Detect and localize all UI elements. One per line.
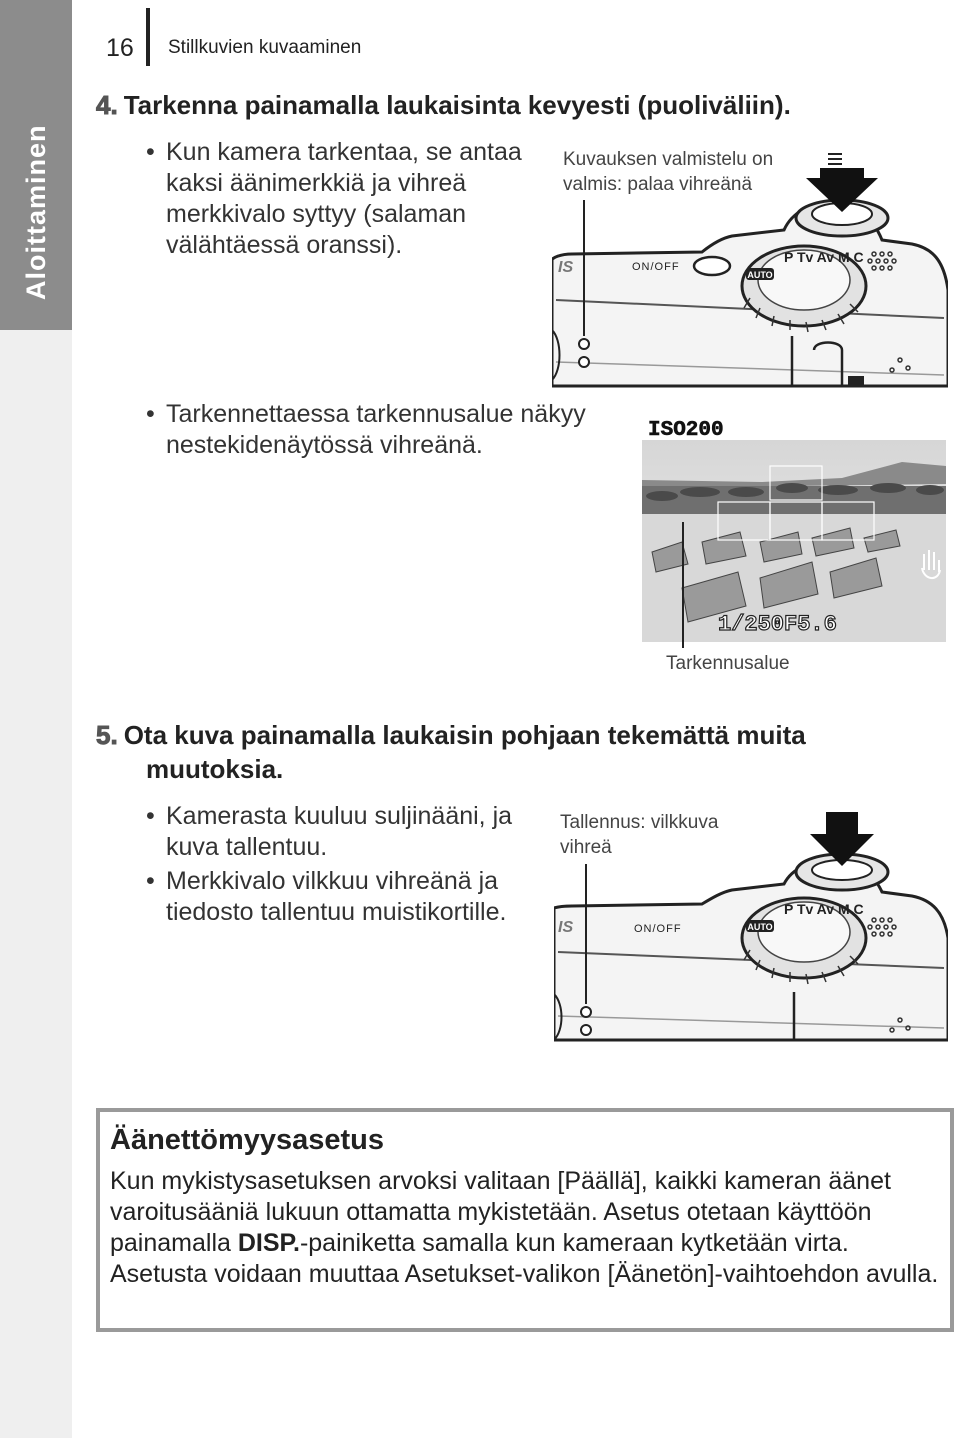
bullet-dot: • <box>146 400 155 428</box>
step-5-number: 5. <box>96 720 118 750</box>
bullet-dot: • <box>146 138 155 166</box>
camera-top-illustration-half-press <box>552 140 948 392</box>
onoff-label: ON/OFF <box>634 923 682 935</box>
camera-top-illustration-full-press <box>554 808 948 1044</box>
bullet-dot: • <box>146 867 155 895</box>
step-5-title-line-2: muutoksia. <box>146 754 284 784</box>
aperture-readout: F5.6 <box>784 612 837 637</box>
step-4-number: 4. <box>96 90 118 120</box>
auto-label: AUTO <box>747 922 773 932</box>
running-title: Stillkuvien kuvaaminen <box>168 37 362 58</box>
focus-area-leader-line <box>682 522 684 648</box>
camera-caption-ready: Kuvauksen valmistelu on valmis: palaa vihreänä <box>563 149 774 195</box>
step-4-title: Tarkenna painamalla laukaisinta kevyesti (puoliväliin). <box>123 90 791 120</box>
step-4-heading <box>96 88 791 122</box>
page-number: 16 <box>106 34 134 62</box>
step-5-title-line-1: Ota kuva painamalla laukaisin pohjaan tekemättä muita <box>123 720 806 750</box>
indicator-lamp <box>581 1007 591 1017</box>
focus-area-caption: Tarkennusalue <box>666 653 790 674</box>
step-5-bullet-2: • Merkkivalo vilkkuu vihreänä ja tiedosto tallentuu muistikortille. <box>146 867 507 926</box>
step-4-bullet-2: • Tarkennettaessa tarkennusalue näkyy nestekidenäytössä vihreänä. <box>146 400 586 459</box>
is-logo: IS <box>558 919 574 936</box>
shutter-speed-readout: 1/250 <box>718 612 785 637</box>
bullet-dot: • <box>146 802 155 830</box>
side-tab-label: Aloittaminen <box>21 124 51 300</box>
header-divider <box>146 8 150 66</box>
note-text: Kun mykistysasetuksen arvoksi valitaan [Päällä], kaikki kameran äänet varoitusääniä lukuun ottamatta mykistetään. Asetus otetaan käyttöön painamalla DISP.-painiketta samalla kun kameraan kytketään virta. Asetusta voidaan muuttaa Asetukset-valikon [Äänetön]-vaihtoehdon avulla. <box>110 1167 939 1288</box>
svg-text:P Tv Av M C: P Tv Av M C <box>784 249 864 265</box>
lcd-screen-illustration <box>642 392 946 642</box>
camera-caption-recording: Tallennus: vilkkuva vihreä <box>560 812 719 858</box>
silent-mode-note-box <box>96 1108 954 1332</box>
indicator-lamp <box>579 339 589 349</box>
note-title: Äänettömyysasetus <box>110 1124 384 1156</box>
disp-button-label: DISP. <box>237 1229 300 1257</box>
side-tab <box>0 0 72 1438</box>
step-4-bullet-1: • Kun kamera tarkentaa, se antaa kaksi äänimerkkiä ja vihreä merkkivalo syttyy (salaman välähtäessä oranssi). <box>146 138 522 259</box>
auto-label: AUTO <box>747 270 773 280</box>
is-logo: IS <box>558 259 574 276</box>
power-button <box>694 257 730 275</box>
iso-readout: ISO200 <box>648 419 724 442</box>
svg-text:P Tv Av M C: P Tv Av M C <box>784 901 864 917</box>
step-5-heading <box>96 718 806 786</box>
step-5-bullet-1: • Kamerasta kuuluu suljinääni, ja kuva tallentuu. <box>146 802 513 861</box>
onoff-label: ON/OFF <box>632 261 680 273</box>
